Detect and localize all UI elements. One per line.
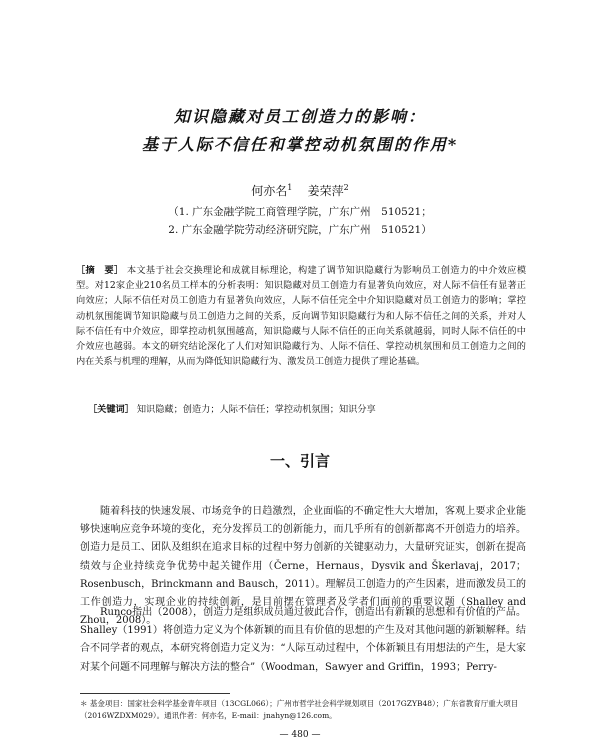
abstract-text: 本文基于社会交换理论和成就目标理论，构建了调节知识隐藏行为影响员工创造力的中介效应模型。对12家企业210名员工样本的分析表明：知识隐藏对员工创造力有显著负向效应，对人际不信任有显著正向效应；人际不信任对员工创造力有显著负向效应，人际不信任完全中介知识隐藏对员工创造力的影响；掌控动机氛围能调节知识隐藏与员工创造力之间的关系，反向调节知识隐藏行为和人际不信任之间的关系，并对人际不信任有中介效应，即掌控动机氛围越高，知识隐藏与人际不信任的正向关系就越弱，同时人际不信任的中介效应也越弱。本文的研究结论深化了人们对知识隐藏行为、人际不信任、掌控动机氛围和员工创造力之间的内在关系与机理的理解，从而为降低知识隐藏行为、激发员工创造力提供了理论基础。 [76, 265, 527, 368]
body-paragraph: Runco指出（2008），创造力是组织成员通过彼此合作，创造出有新颖的思想和有价值的产品。Shalley（1991）将创造力定义为个体新颖的而且有价值的思想的产生及对其他问题的新颖解释。结合不同学者的观点，本研究将创造力定义为：“人际互动过程中，个体新颖且有用想法的产生，是大家对某个问题不同理解与解决方法的整合”（Woodman，Sawyer and Griffin，1993；Perry- [80, 607, 526, 673]
abstract [76, 263, 526, 369]
keywords-text: 知识隐藏；创造力；人际不信任；掌控动机氛围；知识分享 [136, 404, 376, 415]
author-line [0, 182, 600, 199]
author-affiliation-mark: 2 [343, 183, 349, 192]
title-line-2: 基于人际不信任和掌控动机氛围的作用* [141, 135, 459, 154]
keywords-label: ［关键词］ [88, 404, 134, 415]
page-number: — 480 — [279, 730, 321, 740]
body-paragraph: 随着科技的快速发展、市场竞争的日趋激烈，企业面临的不确定性大大增加，客观上要求企业能够快速响应竞争环境的变化，充分发挥员工的创新能力，而几乎所有的创新都离不开创造力的培养。创造力是员工、团队及组织在追求目标的过程中努力创新的关键驱动力，大量研究证实，创新在提高绩效与企业持续竞争优势中起关键作用（Černe，Hernaus，Dysvik and Škerlavaj，2017；Rosenbusch，Brinckmann and Bausch，2011）。理解员工创造力的产生因素，进而激发员工的工作创造力，实现企业的持续创新，是目前摆在管理者及学者们面前的重要议题（Shalley and Zhou，2008）。 [80, 506, 526, 627]
title-line-1: 知识隐藏对员工创造力的影响： [173, 107, 426, 126]
affiliation-2: 2. 广东金融学院劳动经济研究院，广东广州 510521） [168, 224, 432, 236]
author-name: 姜荣萍 [307, 184, 344, 198]
author-affiliation-mark: 1 [287, 183, 293, 192]
footnote: ＊ 基金项目：国家社会科学基金青年项目（13CGL066）；广州市哲学社会科学规划项目（2017GZYB48）；广东省教育厅重大项目（2016WZDXM029）。通讯作者：何亦名，E-mail：jnahyn@126.com。 [80, 699, 519, 720]
footnote-divider [80, 693, 230, 694]
affiliation-1: （1. 广东金融学院工商管理学院，广东广州 510521； [168, 206, 432, 218]
author-name: 何亦名 [251, 184, 288, 198]
keywords [88, 403, 528, 417]
abstract-label: ［摘 要］ [76, 265, 124, 276]
section-heading: 一、引言 [269, 452, 330, 470]
